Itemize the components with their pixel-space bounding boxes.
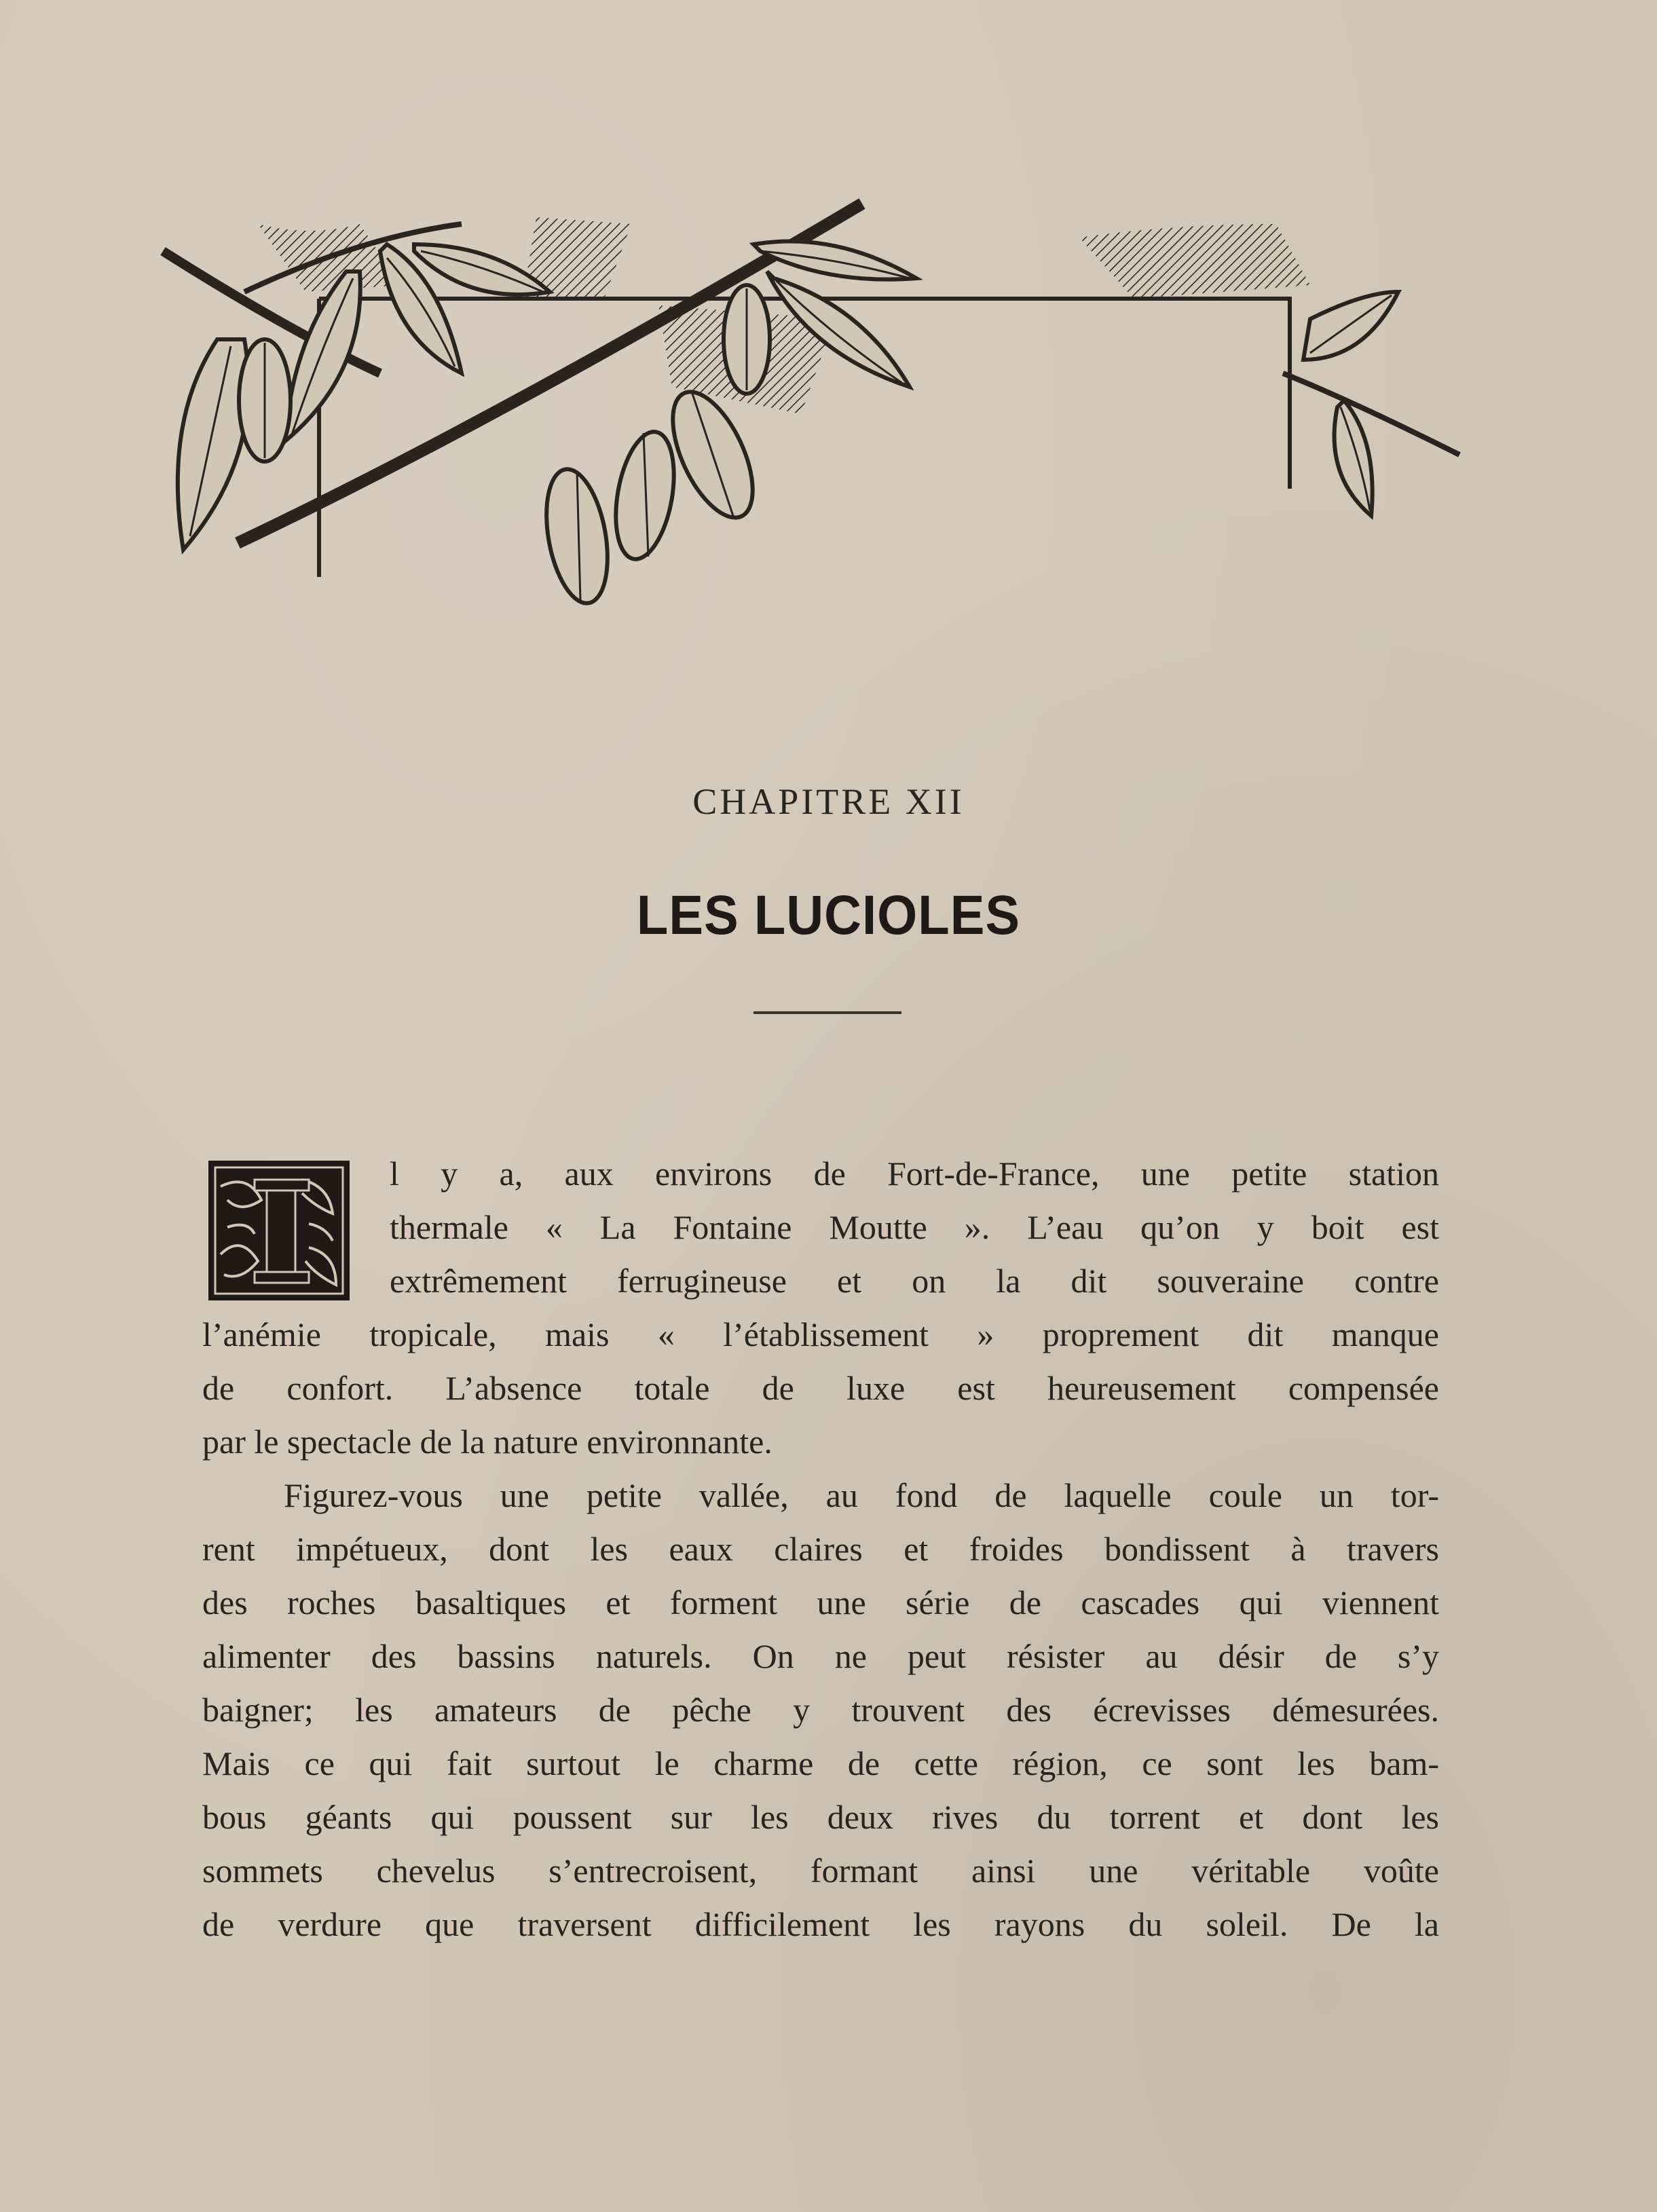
body-line: extrêmement ferrugineuse et on la dit souveraine contre — [390, 1262, 1439, 1300]
dropcap-letter: I — [207, 1159, 208, 1160]
cacao-branch-frame-icon — [156, 197, 1473, 631]
body-line: Mais ce qui fait surtout le charme de cette région, ce sont les bam- — [202, 1744, 1439, 1782]
body-line: de verdure que traversent difficilement les rayons du soleil. De la — [202, 1905, 1439, 1943]
body-line: Figurez-vous une petite vallée, au fond de laquelle coule un tor- — [284, 1476, 1439, 1514]
chapter-title: LES LUCIOLES — [636, 884, 1021, 947]
body-line: l y a, aux environs de Fort-de-France, une petite station — [390, 1155, 1439, 1193]
body-line: de confort. L’absence totale de luxe est heureusement compensée — [202, 1369, 1439, 1407]
chapter-number: CHAPITRE XII — [692, 781, 965, 822]
body-line: thermale « La Fontaine Moutte ». L’eau qu’on y boit est — [390, 1208, 1439, 1246]
chapter-body — [202, 1147, 1439, 1951]
title-divider — [753, 1011, 901, 1014]
body-line: bous géants qui poussent sur les deux rives du torrent et dont les — [202, 1798, 1439, 1836]
body-line: l’anémie tropicale, mais « l’établissement » proprement dit manque — [202, 1315, 1439, 1353]
body-line: par le spectacle de la nature environnante. — [202, 1423, 772, 1461]
body-line: alimenter des bassins naturels. On ne peut résister au désir de s’y — [202, 1637, 1439, 1675]
body-line: baigner; les amateurs de pêche y trouvent des écrevisses démesurées. — [202, 1691, 1439, 1729]
body-line: sommets chevelus s’entrecroisent, formant ainsi une véritable voûte — [202, 1852, 1439, 1890]
body-line: rent impétueux, dont les eaux claires et froides bondissent à travers — [202, 1530, 1439, 1568]
body-line: des roches basaltiques et forment une série de cascades qui viennent — [202, 1583, 1439, 1621]
